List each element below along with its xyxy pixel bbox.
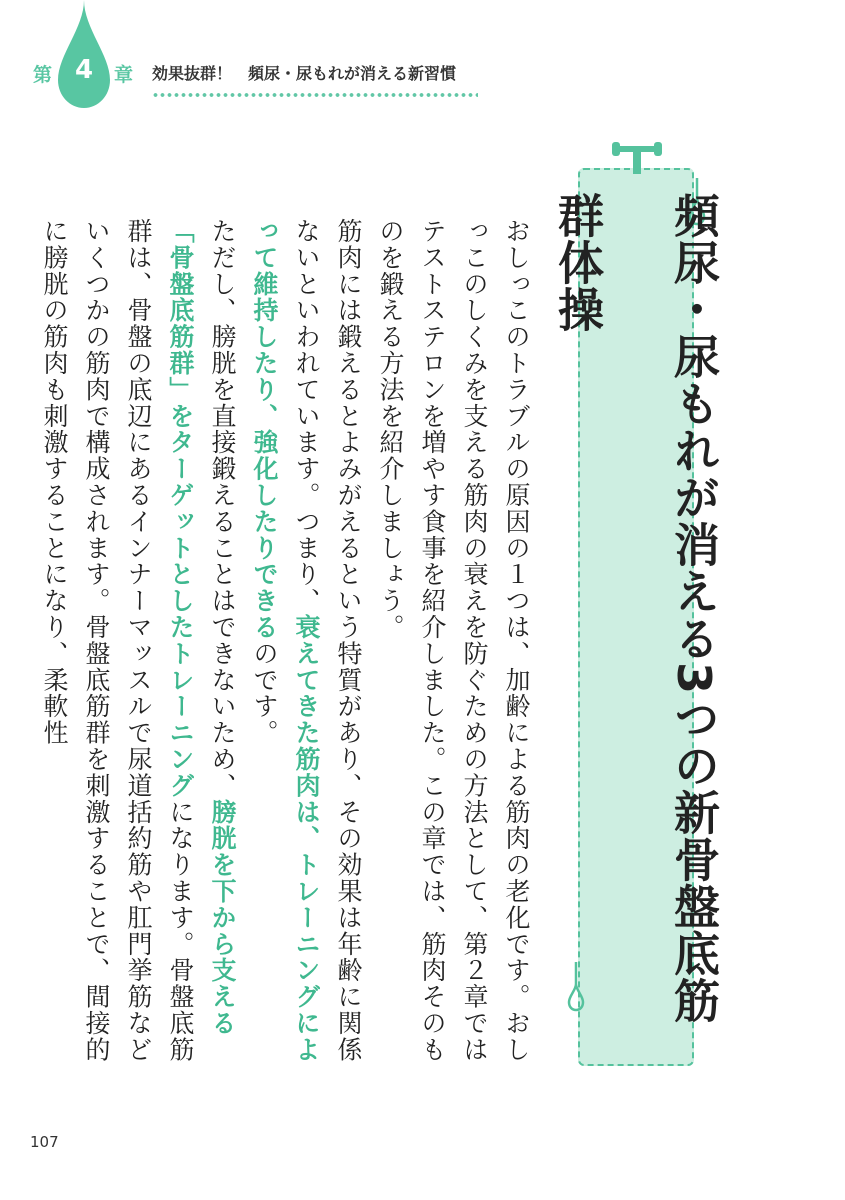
paragraph-text: 筋肉には鍛えるとよみがえるという特質があり、その効果は年齢に関係ないといわれています。つまり、 xyxy=(292,218,363,1063)
paragraph-2 xyxy=(243,218,369,1078)
paragraph-1 xyxy=(369,218,537,1078)
dotted-underline xyxy=(152,93,478,97)
highlight-text: 衰えてきた筋肉は、トレーニングによって維持したり、強化したりできる xyxy=(250,218,321,1063)
chapter-suffix: 章 xyxy=(114,64,134,86)
chapter-title: 効果抜群！ 頻尿・尿もれが消える新習慣 xyxy=(152,64,457,83)
section-title: 頻尿・尿もれが消える3つの新骨盤底筋群体操 xyxy=(551,192,721,1025)
page-number: 107 xyxy=(30,1133,59,1151)
paragraph-text: おしっこのトラブルの原因の１つは、加齢による筋肉の老化です。おしっこのしくみを支える筋肉の衰えを防ぐための方法として、第２章ではテストステロンを増やす食事を紹介しました。この章では、筋肉そのものを鍛える方法を紹介しましょう。 xyxy=(376,218,531,1063)
paragraph-text: のです。 xyxy=(250,640,279,747)
paragraph-text: になります。骨盤底筋群は、骨盤の底辺にあるインナーマッスルで尿道括約筋や肛門挙筋などいくつかの筋肉で構成されます。骨盤底筋群を刺激することで、間接的に膀胱の筋肉も刺激することになり、柔軟性 xyxy=(40,218,195,1063)
paragraph-text: ただし、膀胱を直接鍛えることはできないため、 xyxy=(208,218,237,799)
faucet-top-icon xyxy=(610,142,664,176)
paragraph-3 xyxy=(33,218,243,1078)
body-text xyxy=(33,218,537,1078)
highlight-text: 膀胱を下から支える「骨盤底筋群」をターゲットとしたトレーニング xyxy=(166,218,237,1037)
chapter-prefix: 第 xyxy=(33,64,53,86)
chapter-drop-icon xyxy=(58,0,110,108)
chapter-number: 4 xyxy=(74,55,94,85)
